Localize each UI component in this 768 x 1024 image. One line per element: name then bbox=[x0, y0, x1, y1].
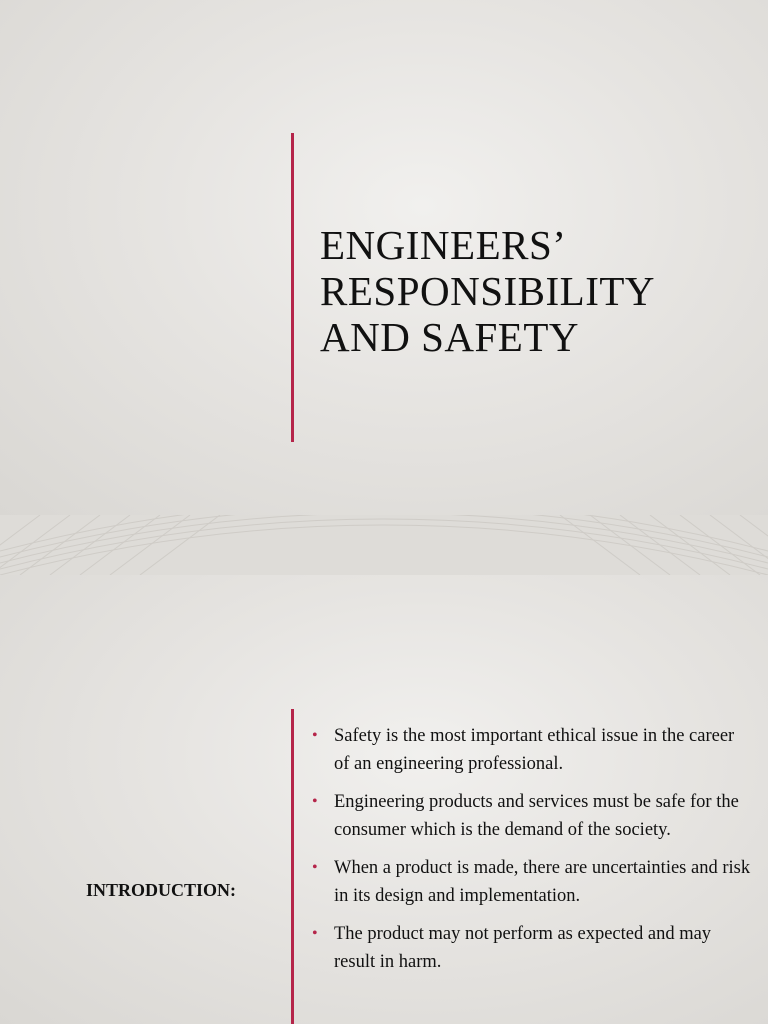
section-heading: INTRODUCTION: bbox=[86, 880, 237, 900]
bullet-icon: • bbox=[312, 727, 318, 744]
accent-divider bbox=[291, 133, 294, 442]
bullet-text: Safety is the most important ethical issue in the career of an engineering professional. bbox=[334, 726, 735, 774]
slide-title-line: ENGINEERS’ bbox=[320, 222, 567, 268]
list-item bbox=[312, 920, 752, 976]
slide-gap-pattern bbox=[0, 515, 768, 575]
slide-title bbox=[320, 222, 760, 360]
slide-title-line: RESPONSIBILITY bbox=[320, 268, 656, 314]
list-item bbox=[312, 788, 752, 844]
bullet-text: When a product is made, there are uncertainties and risk in its design and implementation. bbox=[334, 858, 751, 906]
slide-title-line: AND SAFETY bbox=[320, 314, 579, 360]
bullet-icon: • bbox=[312, 793, 318, 810]
accent-divider bbox=[291, 709, 294, 1024]
list-item bbox=[312, 722, 752, 778]
list-item bbox=[312, 854, 752, 910]
bullet-icon: • bbox=[312, 925, 318, 942]
bullet-list bbox=[312, 722, 752, 986]
introduction-slide bbox=[0, 575, 768, 1024]
bullet-text: The product may not perform as expected and may result in harm. bbox=[334, 924, 712, 972]
bullet-text: Engineering products and services must be safe for the consumer which is the demand of the society. bbox=[334, 792, 739, 840]
bullet-icon: • bbox=[312, 859, 318, 876]
